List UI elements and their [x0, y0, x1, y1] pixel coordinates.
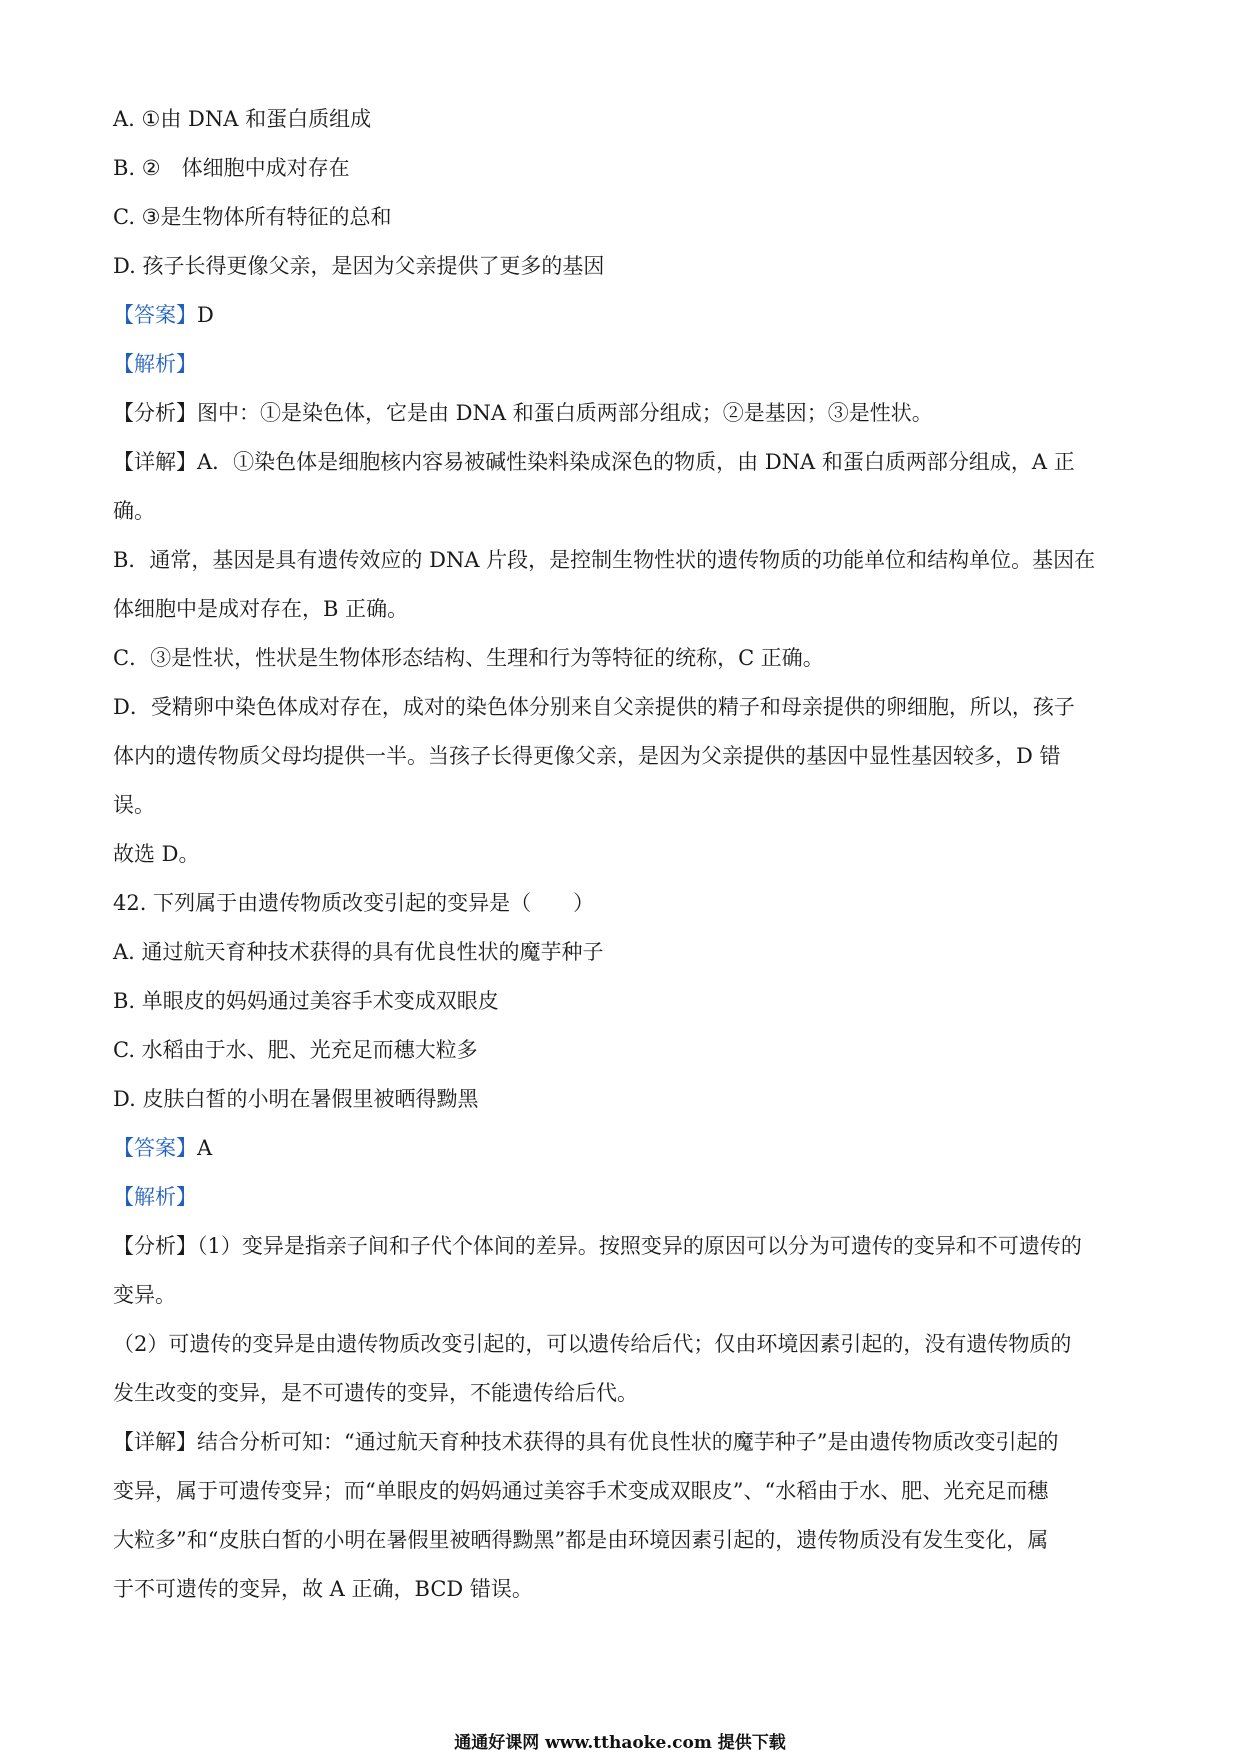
q42-analysis-line-1	[113, 1231, 1133, 1261]
explain-tag: 【解析】	[113, 1185, 197, 1209]
analysis-text: 图中：①是染色体，它是由 DNA 和蛋白质两部分组成；②是基因；③是性状。	[197, 401, 933, 425]
explain-tag: 【解析】	[113, 352, 197, 376]
q41-option-c: C. ③是生物体所有特征的总和	[113, 205, 392, 229]
q42-detail-line-1	[113, 1427, 1133, 1457]
q42-explain	[113, 1182, 1133, 1212]
q41-analysis	[113, 398, 1133, 428]
q41-detail-line-1	[113, 447, 1133, 477]
q42-option-c: C. 水稻由于水、肥、光充足而穗大粒多	[113, 1038, 478, 1062]
q42-answer	[113, 1133, 1133, 1163]
q42-option-a: A. 通过航天育种技术获得的具有优良性状的魔芋种子	[113, 940, 604, 964]
q42-detail-line-3: 大粒多”和“皮肤白皙的小明在暑假里被晒得黝黑”都是由环境因素引起的，遗传物质没有发生变化，属	[113, 1528, 1049, 1552]
q41-detail-line-2: 确。	[113, 499, 155, 523]
q42-question: 42. 下列属于由遗传物质改变引起的变异是（ ）	[113, 891, 595, 915]
analysis-tag: 【分析】	[113, 1234, 197, 1258]
answer-tag: 【答案】	[113, 1136, 197, 1160]
detail-tag: 【详解】	[113, 450, 197, 474]
q41-conclusion: 故选 D。	[113, 842, 200, 866]
detail-tag: 【详解】	[113, 1430, 197, 1454]
detail-text: 结合分析可知：“通过航天育种技术获得的具有优良性状的魔芋种子”是由遗传物质改变引起的	[197, 1430, 1059, 1454]
q41-detail-line-5: C．③是性状，性状是生物体形态结构、生理和行为等特征的统称，C 正确。	[113, 646, 824, 670]
q41-detail-line-7: 体内的遗传物质父母均提供一半。当孩子长得更像父亲，是因为父亲提供的基因中显性基因较多，D 错	[113, 744, 1061, 768]
q41-option-d: D. 孩子长得更像父亲，是因为父亲提供了更多的基因	[113, 254, 605, 278]
answer-value: D	[197, 303, 214, 327]
q41-explain	[113, 349, 1133, 379]
detail-text: A．①染色体是细胞核内容易被碱性染料染成深色的物质，由 DNA 和蛋白质两部分组成，A 正	[197, 450, 1075, 474]
analysis-tag: 【分析】	[113, 401, 197, 425]
q41-option-b: B. ② 体细胞中成对存在	[113, 156, 350, 180]
answer-tag: 【答案】	[113, 303, 197, 327]
q41-answer	[113, 300, 1133, 330]
q42-analysis-line-4: 发生改变的变异，是不可遗传的变异，不能遗传给后代。	[113, 1381, 638, 1405]
q41-detail-line-6: D．受精卵中染色体成对存在，成对的染色体分别来自父亲提供的精子和母亲提供的卵细胞，所以，孩子	[113, 695, 1075, 719]
q42-option-b: B. 单眼皮的妈妈通过美容手术变成双眼皮	[113, 989, 499, 1013]
analysis-text: （1）变异是指亲子间和子代个体间的差异。按照变异的原因可以分为可遗传的变异和不可遗传的	[197, 1234, 1082, 1258]
q41-detail-line-3: B．通常，基因是具有遗传效应的 DNA 片段，是控制生物性状的遗传物质的功能单位和结构单位。基因在	[113, 548, 1096, 572]
q41-option-a: A. ①由 DNA 和蛋白质组成	[113, 107, 372, 131]
page-footer: 通通好课网 www.tthaoke.com 提供下载	[454, 1733, 786, 1753]
q42-option-d: D. 皮肤白皙的小明在暑假里被晒得黝黑	[113, 1087, 479, 1111]
q41-detail-line-4: 体细胞中是成对存在，B 正确。	[113, 597, 409, 621]
q42-analysis-line-3: （2）可遗传的变异是由遗传物质改变引起的，可以遗传给后代；仅由环境因素引起的，没有遗传物质的	[113, 1332, 1072, 1356]
q42-detail-line-2: 变异，属于可遗传变异；而“单眼皮的妈妈通过美容手术变成双眼皮”、“水稻由于水、肥、光充足而穗	[113, 1479, 1049, 1503]
answer-value: A	[197, 1136, 213, 1160]
q41-detail-line-8: 误。	[113, 793, 155, 817]
q42-analysis-line-2: 变异。	[113, 1283, 176, 1307]
q42-detail-line-4: 于不可遗传的变异，故 A 正确，BCD 错误。	[113, 1577, 533, 1601]
